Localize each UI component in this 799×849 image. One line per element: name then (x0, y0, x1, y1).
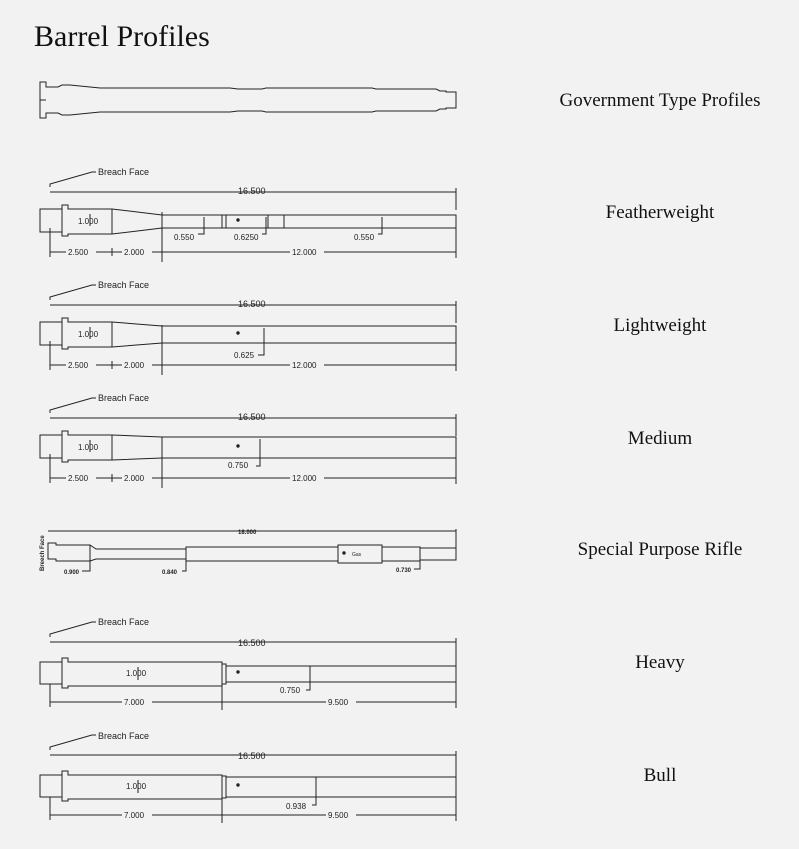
spr-gas-label: Gas (352, 552, 362, 558)
heavy-len-b: 9.500 (328, 698, 349, 707)
heavy-barrel-drawing (0, 612, 520, 725)
spr-center-mark (343, 552, 345, 554)
lightweight-muzzle-dia: 0.625 (234, 351, 255, 360)
government-barrel-outline (40, 82, 456, 118)
spr-barrel-drawing (0, 515, 520, 585)
spr-barrel-outline (48, 543, 456, 563)
featherweight-len-c: 12.000 (292, 248, 317, 257)
featherweight-len-a: 2.500 (68, 248, 89, 257)
bull-center-mark (237, 784, 239, 786)
heavy-len-a: 7.000 (124, 698, 145, 707)
medium-center-mark (237, 445, 239, 447)
lightweight-len-b: 2.000 (124, 361, 145, 370)
lightweight-barrel-outline (40, 318, 456, 349)
medium-breach-label: Breach Face (98, 393, 150, 403)
profile-name-government: Government Type Profiles (559, 90, 761, 111)
featherweight-overall-label: 16.500 (238, 186, 266, 196)
medium-muzzle-dia: 0.750 (228, 461, 249, 470)
profile-row-bull (0, 725, 799, 838)
spr-overall-label: 18.000 (238, 530, 257, 536)
profile-row-medium (0, 388, 799, 501)
heavy-muzzle-dia: 0.750 (280, 686, 301, 695)
heavy-barrel-outline (40, 658, 456, 688)
heavy-muzzle-leader (306, 666, 310, 690)
featherweight-breach-leader (50, 172, 96, 187)
profile-name-medium: Medium (627, 428, 693, 449)
profile-row-government (0, 78, 799, 128)
profile-row-heavy (0, 612, 799, 725)
bull-muzzle-dia: 0.938 (286, 802, 307, 811)
heavy-breach-label: Breach Face (98, 617, 150, 627)
bull-chamber-dia: 1.000 (126, 782, 147, 791)
bull-len-b: 9.500 (328, 811, 349, 820)
featherweight-breach-label: Breach Face (98, 167, 150, 177)
lightweight-breach-leader (50, 285, 96, 300)
featherweight-dia-c-leader (378, 217, 382, 234)
bull-len-a: 7.000 (124, 811, 145, 820)
medium-len-c: 12.000 (292, 474, 317, 483)
lightweight-center-mark (237, 332, 239, 334)
featherweight-dia-b-leader (262, 217, 266, 234)
heavy-breach-leader (50, 622, 96, 637)
bull-breach-label: Breach Face (98, 731, 150, 741)
spr-breach-label: Breech Face (40, 535, 46, 571)
featherweight-barrel-outline (40, 205, 456, 236)
spr-dia-a-leader (82, 561, 90, 571)
medium-muzzle-leader (256, 439, 260, 466)
featherweight-dia-a-leader (198, 217, 204, 234)
lightweight-chamber-dia: 1.000 (78, 330, 99, 339)
spr-dia-b: 0.840 (162, 570, 178, 576)
profile-name-bull: Bull (643, 765, 677, 786)
featherweight-len-b: 2.000 (124, 248, 145, 257)
profile-name-lightweight: Lightweight (613, 315, 707, 336)
medium-barrel-drawing (0, 388, 520, 501)
featherweight-barrel-drawing (0, 162, 520, 275)
medium-barrel-outline (40, 431, 456, 462)
bull-barrel-drawing (0, 725, 520, 838)
spr-dia-c-leader (414, 561, 420, 569)
lightweight-breach-label: Breach Face (98, 280, 150, 290)
featherweight-dia-c: 0.550 (354, 233, 375, 242)
heavy-overall-label: 16.500 (238, 638, 266, 648)
bull-barrel-outline (40, 771, 456, 801)
featherweight-dia-a: 0.550 (174, 233, 195, 242)
lightweight-len-c: 12.000 (292, 361, 317, 370)
lightweight-muzzle-leader (258, 328, 264, 355)
spr-dia-b-leader (182, 561, 186, 571)
featherweight-center-mark (237, 219, 239, 221)
bull-overall-label: 16.500 (238, 751, 266, 761)
heavy-center-mark (237, 671, 239, 673)
lightweight-overall-label: 16.500 (238, 299, 266, 309)
spr-dia-c: 0.730 (396, 568, 412, 574)
lightweight-len-a: 2.500 (68, 361, 89, 370)
medium-overall-label: 16.500 (238, 412, 266, 422)
profile-name-featherweight: Featherweight (605, 202, 715, 223)
profile-row-lightweight (0, 275, 799, 388)
spr-dia-a: 0.900 (64, 570, 80, 576)
heavy-chamber-dia: 1.000 (126, 669, 147, 678)
page-title: Barrel Profiles (34, 20, 210, 53)
profile-name-spr: Special Purpose Rifle (577, 539, 743, 560)
profile-row-spr (0, 515, 799, 585)
medium-len-a: 2.500 (68, 474, 89, 483)
bull-breach-leader (50, 735, 96, 750)
profile-name-heavy: Heavy (635, 652, 685, 673)
bull-muzzle-leader (312, 777, 316, 805)
featherweight-dia-b: 0.6250 (234, 233, 259, 242)
lightweight-barrel-drawing (0, 275, 520, 388)
medium-len-b: 2.000 (124, 474, 145, 483)
medium-breach-leader (50, 398, 96, 413)
medium-chamber-dia: 1.000 (78, 443, 99, 452)
government-barrel-drawing (0, 78, 520, 128)
profile-row-featherweight (0, 162, 799, 275)
featherweight-chamber-dia: 1.000 (78, 217, 99, 226)
